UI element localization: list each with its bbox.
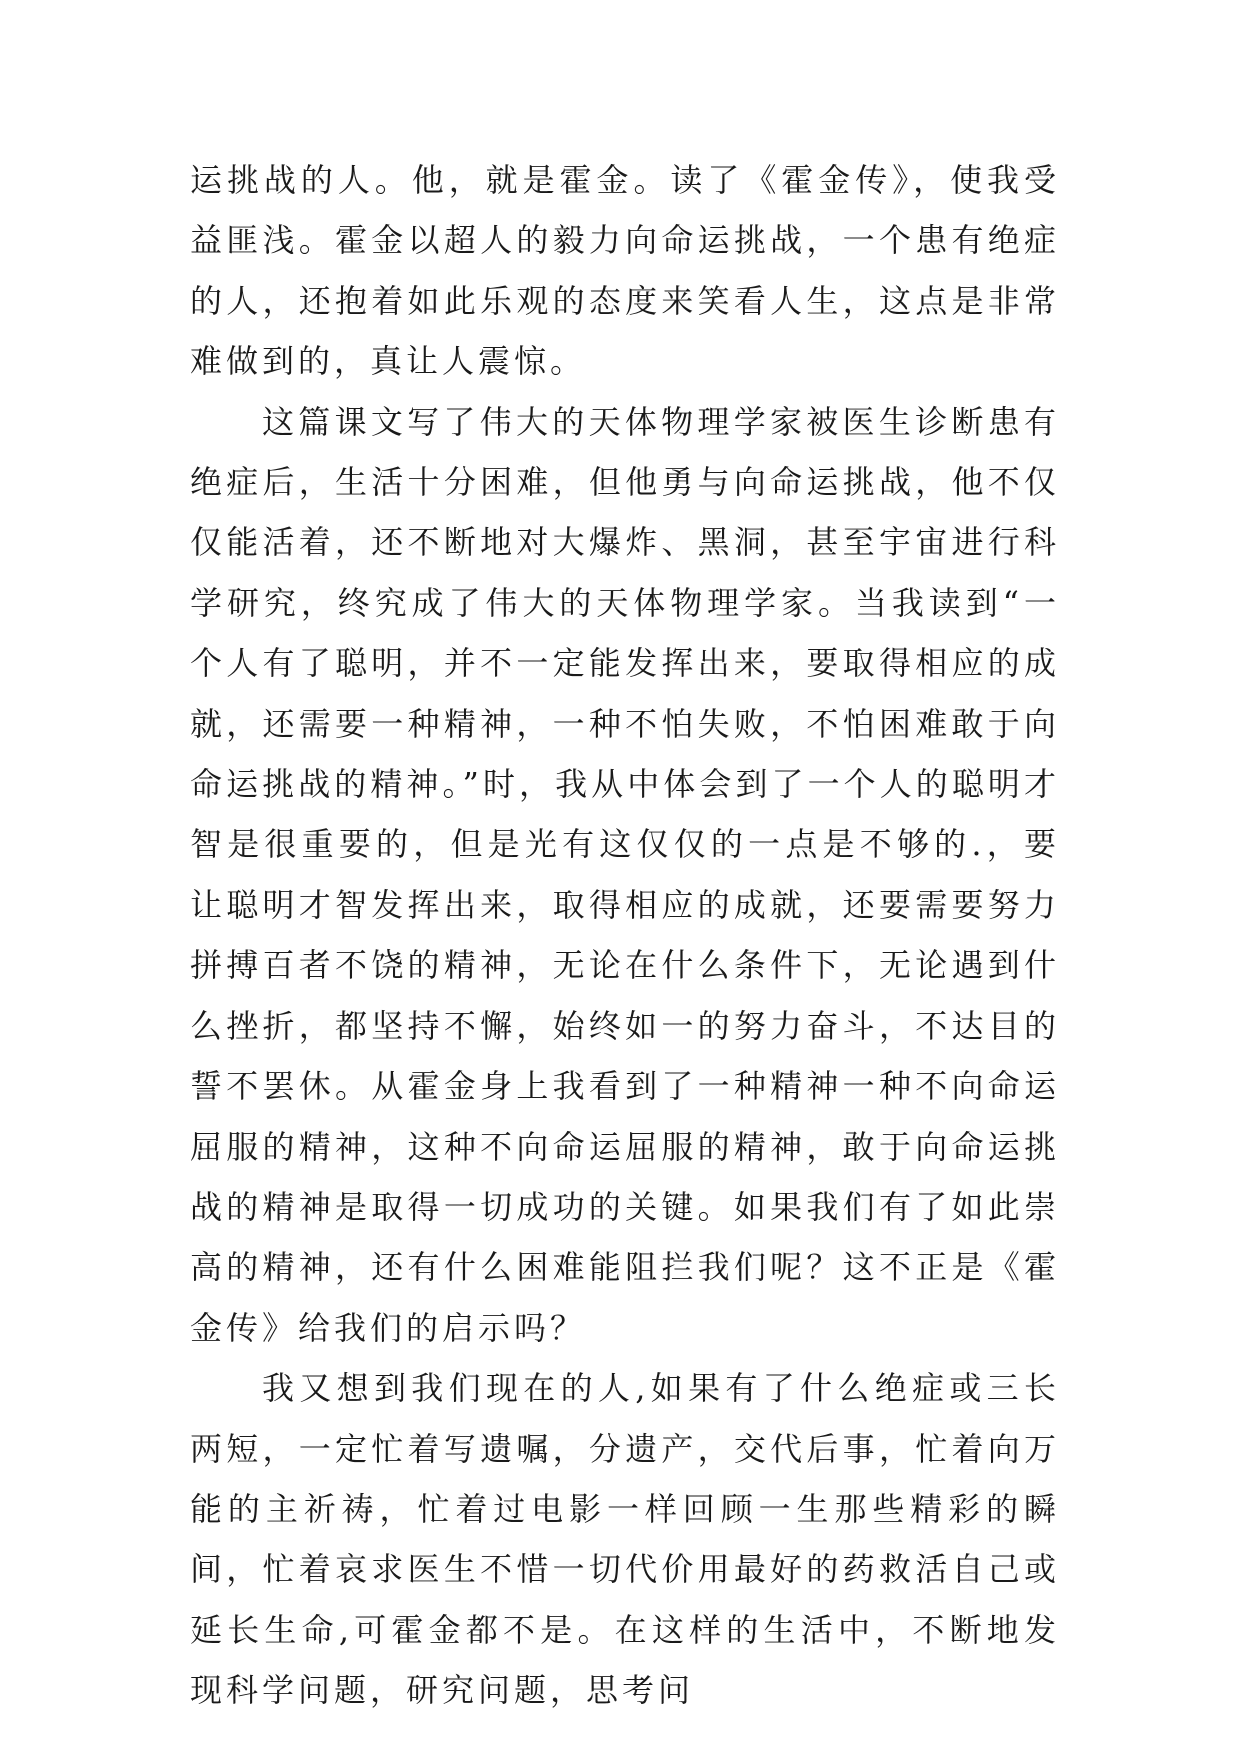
paragraph-2: 这篇课文写了伟大的天体物理学家被医生诊断患有绝症后，生活十分困难，但他勇与向命运挑战，他不仅仅能活着，还不断地对大爆炸、黑洞，甚至宇宙进行科学研究，终究成了伟大的天体物理学家。当我读到“一个人有了聪明，并不一定能发挥出来，要取得相应的成就，还需要一种精神，一种不怕失败，不怕困难敢于向命运挑战的精神。”时，我从中体会到了一个人的聪明才智是很重要的，但是光有这仅仅的一点是不够的.，要让聪明才智发挥出来，取得相应的成就，还要需要努力拼搏百者不饶的精神，无论在什么条件下，无论遇到什么挫折，都坚持不懈，始终如一的努力奋斗，不达目的誓不罢休。从霍金身上我看到了一种精神一种不向命运屈服的精神，这种不向命运屈服的精神，敢于向命运挑战的精神是取得一切成功的关键。如果我们有了如此崇高的精神，还有什么困难能阻拦我们呢？这不正是《霍金传》给我们的启示吗？ (190, 402, 1060, 1347)
document-body (190, 150, 1060, 1721)
paragraph-1: 运挑战的人。他，就是霍金。读了《霍金传》，使我受益匪浅。霍金以超人的毅力向命运挑战，一个患有绝症的人，还抱着如此乐观的态度来笑看人生，这点是非常难做到的，真让人震惊。 (190, 161, 1060, 381)
paragraph-3: 我又想到我们现在的人,如果有了什么绝症或三长两短，一定忙着写遗嘱，分遗产，交代后事，忙着向万能的主祈祷，忙着过电影一样回顾一生那些精彩的瞬间，忙着哀求医生不惜一切代价用最好的药救活自己或延长生命,可霍金都不是。在这样的生活中，不断地发现科学问题，研究问题，思考问 (190, 1369, 1060, 1710)
